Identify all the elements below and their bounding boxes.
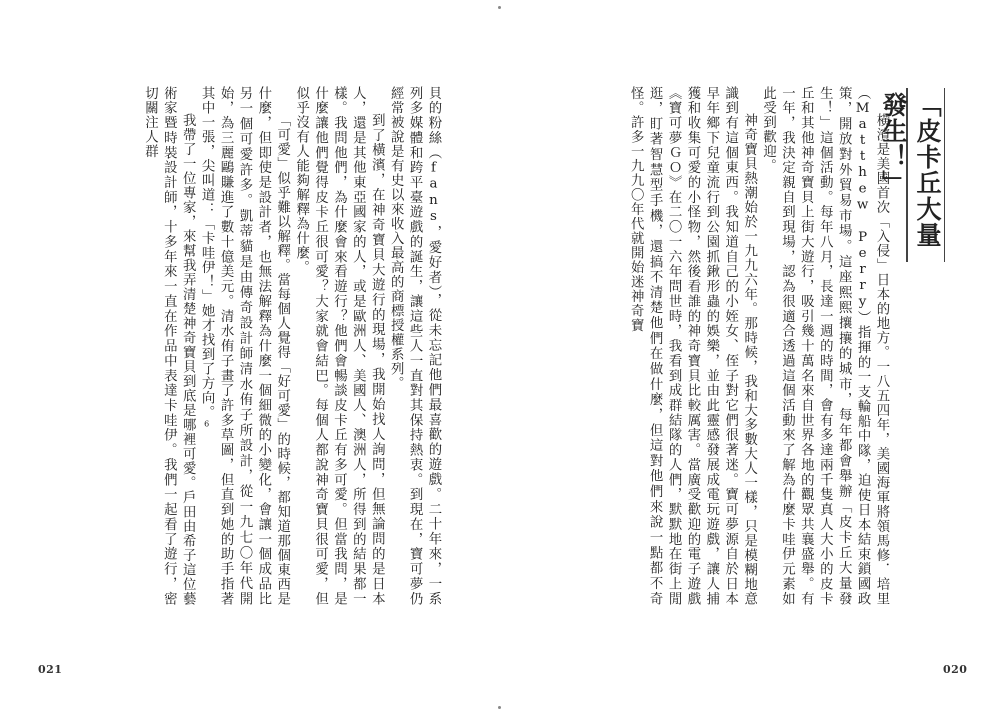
page-number-right: 020 (943, 663, 968, 676)
right-page-body (575, 86, 890, 606)
chapter-title-rule-right (944, 88, 945, 262)
right-paragraph-1: 橫濱是美國首次「入侵」日本的地方。一八五四年，美國海軍將領馬修．培里（Matthew Perry）指揮的一支輪船中隊，迫使日本結束鎖國政策，開放對外貿易市場。這座熙熙攘攘的城市，每年都會舉辦「皮卡丘大量發生！」這個活動。每年八月，長達一週的時間，會有多達兩千隻真人大小的皮卡丘和其他神奇寶貝上街大遊行，吸引幾十萬名來自世界各地的觀眾共襄盛舉。有一年，我決定親自到現場，認為很適合透過這個活動來了解為什麼卡哇伊元素如此受到歡迎。 (760, 86, 889, 606)
footnote-marker: 6 (202, 419, 212, 430)
left-paragraph-3-text: 「可愛」似乎難以解釋。當每個人覺得「好可愛」的時候，都知道那個東西是什麼，但即使是設計者，也無法解釋為什麼一個細微的小變化，會讓一個成品比另一個可愛許多。凱蒂貓是由傳奇設計師清水侑子所設計，從一九七〇年代開始，為三麗鷗賺進了數十億美元。清水侑子畫了許多草圖，但直到她的助手指著其中一張，尖叫道：「卡哇伊！」她才找到了方向。 (199, 86, 290, 606)
left-page-body (62, 86, 442, 606)
left-paragraph-2: 到了橫濱，在神奇寶貝大遊行的現場，我開始找人詢問，但無論問的是日本人，還是其他東亞國家的人，或是歐洲人、美國人、澳洲人，所得到的結果都一樣。我問他們，為什麼會來看遊行？他們會暢談皮卡丘有多可愛。但當我問，是什麼讓他們覺得皮卡丘很可愛？大家就會結巴。每個人都說神奇寶貝很可愛，但似乎沒有人能夠解釋為什麼。 (293, 86, 385, 606)
page-number-left: 021 (38, 663, 63, 676)
chapter-title: 「皮卡丘大量發生！」 (879, 92, 942, 248)
right-paragraph-2: 神奇寶貝熱潮始於一九九六年。那時候，我和大多數大人一樣，只是模糊地意識到有這個東西。我知道自己的小姪女、侄子對它們很著迷。寶可夢源自於日本早年鄉下兒童流行到公園抓鍬形蟲的娛樂，並由此靈感發展成電玩遊戲，讓人捕獲和收集可愛的小怪物，然後看誰的神奇寶貝比較厲害。當廣受歡迎的電子遊戲《寶可夢ＧＯ》在二〇一六年問世時，我看到成群結隊的人們，默默地在街上閒逛，盯著智慧型手機，還搞不清楚他們在做什麼，但這對他們來說一點都不奇怪。許多一九九〇年代就開始迷神奇寶 (628, 86, 757, 606)
left-paragraph-3 (196, 86, 291, 606)
left-paragraph-1: 貝的粉絲（fans，愛好者），從未忘記他們最喜歡的遊戲。二十年來，一系列多媒體和跨平臺遊戲的誕生，讓這些人一直對其保持熱衷。到現在，寶可夢仍經常被說是有史以來收入最高的商標授權系列。 (388, 86, 441, 606)
left-paragraph-4: 我帶了一位專家，來幫我弄清楚神奇寶貝到底是哪裡可愛。戶田由希子這位藝術家暨時裝設計師，十多年來一直在作品中表達卡哇伊。我們一起看了遊行，密切關注人群 (142, 86, 196, 606)
